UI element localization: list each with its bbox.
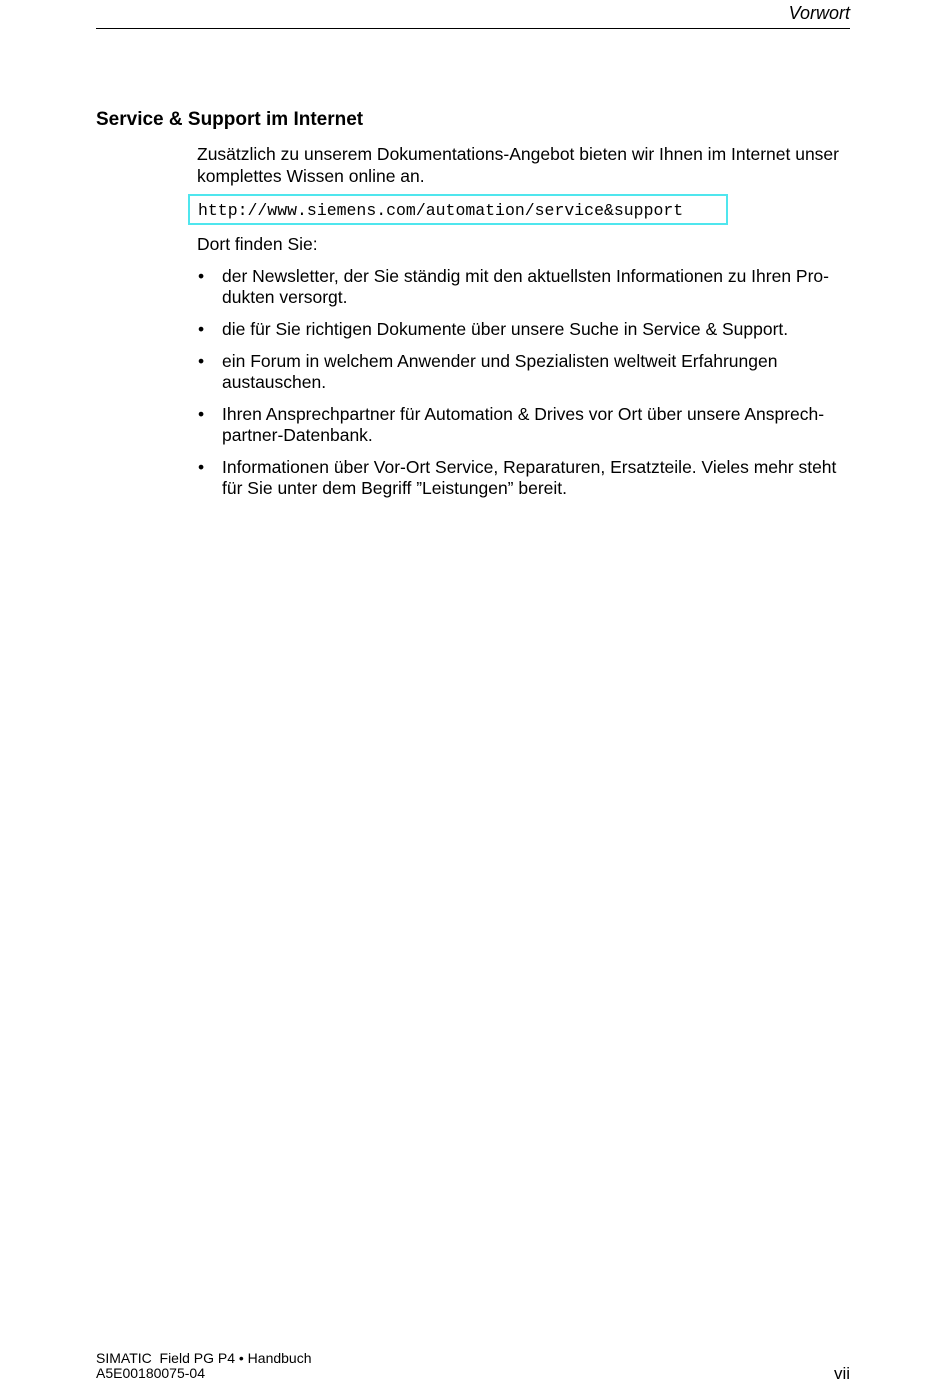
- list-item: [197, 351, 857, 393]
- footer-document-info: [96, 1351, 312, 1381]
- page-number: vii: [833, 1364, 850, 1383]
- list-item-text: Informationen über Vor-Ort Service, Reparaturen, Ersatzteile. Vieles mehr steht für Sie unter dem Begriff ”Leistungen” bereit.: [222, 457, 837, 498]
- intro-paragraph: Zusätzlich zu unserem Dokumentations-Angebot bieten wir Ihnen im Internet unser komplettes Wissen online an.: [197, 144, 839, 186]
- list-item-text: Ihren Ansprechpartner für Automation & Drives vor Ort über unsere Ansprech-partner-Datenbank.: [222, 404, 825, 445]
- support-url-link[interactable]: http://www.siemens.com/automation/service&support: [198, 201, 684, 220]
- bullet-icon: •: [198, 351, 205, 371]
- url-highlight-box: [188, 194, 728, 225]
- bullet-icon: •: [198, 319, 205, 339]
- footer-order-number: A5E00180075-04: [96, 1365, 205, 1381]
- footer-product-line: SIMATIC Field PG P4 • Handbuch: [96, 1350, 312, 1366]
- list-item-text: ein Forum in welchem Anwender und Spezialisten weltweit Erfahrungen austauschen.: [222, 351, 778, 392]
- list-item-text: der Newsletter, der Sie ständig mit den aktuellsten Informationen zu Ihren Pro-dukten versorgt.: [222, 266, 829, 307]
- section-heading: Service & Support im Internet: [96, 109, 364, 130]
- bullet-icon: •: [198, 404, 205, 424]
- list-item: [197, 266, 857, 308]
- list-item: [197, 404, 857, 446]
- bullet-icon: •: [198, 457, 205, 477]
- running-header-chapter-title: Vorwort: [788, 3, 850, 23]
- offerings-list: [197, 266, 857, 510]
- header-divider: [96, 28, 850, 29]
- bullet-icon: •: [198, 266, 205, 286]
- lead-in-text: Dort finden Sie:: [197, 234, 318, 254]
- list-item-text: die für Sie richtigen Dokumente über unsere Suche in Service & Support.: [222, 319, 789, 339]
- list-item: [197, 319, 857, 340]
- list-item: [197, 457, 857, 499]
